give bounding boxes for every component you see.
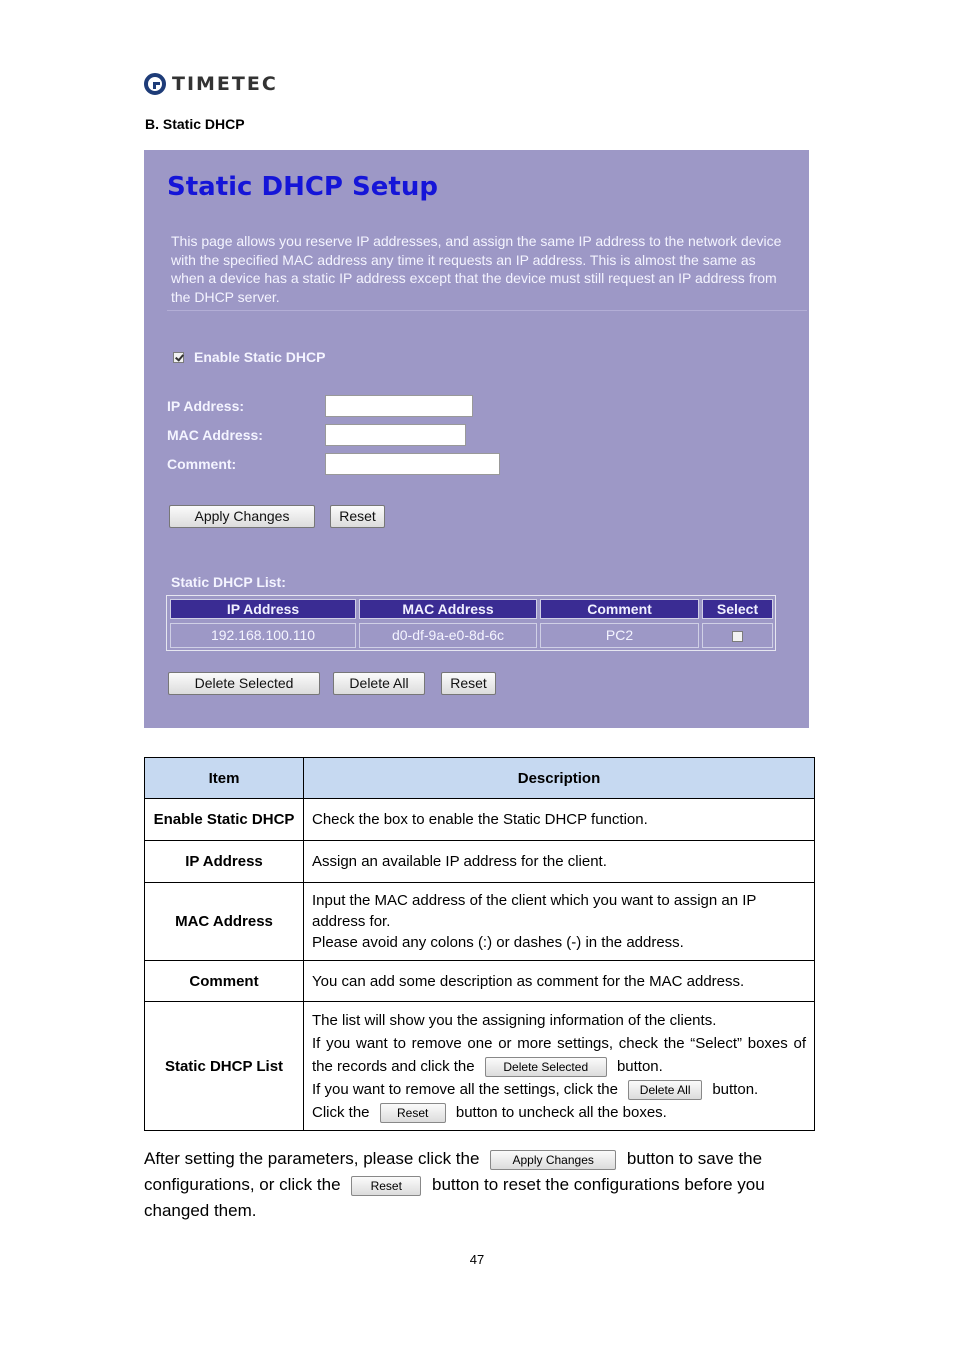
col-header-mac: MAC Address [359,599,537,619]
ip-address-input[interactable] [325,395,473,417]
reset-button[interactable]: Reset [330,505,385,528]
col-header-ip: IP Address [170,599,356,619]
item-cell: Enable Static DHCP [145,799,304,841]
row-select-checkbox[interactable] [732,631,743,642]
row-comment-cell: PC2 [540,623,699,648]
enable-static-dhcp-row [173,349,325,365]
item-cell: Static DHCP List [145,1002,304,1131]
list-reset-button[interactable]: Reset [441,672,496,695]
logo-text: TIMETEC [172,73,278,95]
description-text: If you want to remove all the settings, click the [312,1080,618,1098]
inline-reset-button: Reset [380,1103,446,1123]
description-text: button to uncheck all the boxes. [455,1103,667,1121]
header-description: Description [304,758,815,799]
col-header-comment: Comment [540,599,699,619]
row-ip-cell: 192.168.100.110 [170,623,356,648]
description-line: Input the MAC address of the client which you want to assign an IP address for. [312,892,757,930]
mac-address-label: MAC Address: [167,427,263,443]
closing-text: button to save the configurations, or click the [144,1149,763,1194]
closing-text: button to reset the configurations before you changed them. [144,1175,765,1220]
comment-input[interactable] [325,453,500,475]
description-text: button. [616,1057,663,1075]
apply-changes-button[interactable]: Apply Changes [169,505,315,528]
divider [167,310,807,311]
inline-reset-button: Reset [351,1176,421,1196]
panel-title: Static DHCP Setup [167,172,438,202]
comment-label: Comment: [167,456,237,472]
panel-description: This page allows you reserve IP addresses, and assign the same IP address to the network device with the specified MAC address any time it requests an IP address. This is almost the same as when a device has a static IP address except that the device must still request an IP address from the DHCP server. [171,233,782,305]
description-line: The list will show you the assigning information of the clients. [312,1011,717,1029]
static-dhcp-list-table [166,595,776,651]
table-row [145,961,815,1002]
static-dhcp-panel [144,150,809,728]
description-cell: You can add some description as comment for the MAC address. [304,961,815,1002]
closing-text: After setting the parameters, please click the [144,1149,480,1168]
description-line [312,1101,806,1124]
table-row [145,799,815,841]
col-header-select: Select [702,599,773,619]
item-cell: IP Address [145,841,304,883]
row-select-cell [702,623,773,648]
description-cell: Assign an available IP address for the client. [304,841,815,883]
inline-apply-changes-button: Apply Changes [490,1150,616,1170]
delete-all-button[interactable]: Delete All [333,672,425,695]
description-line [312,1032,806,1078]
enable-static-dhcp-checkbox[interactable] [173,352,184,363]
header-item: Item [145,758,304,799]
description-line: Please avoid any colons (:) or dashes (-) in the address. [312,934,684,951]
static-dhcp-list-label: Static DHCP List: [171,574,286,590]
mac-address-input[interactable] [325,424,466,446]
table-row [145,1002,815,1131]
table-header-row [145,758,815,799]
table-row [145,841,815,883]
inline-delete-selected-button: Delete Selected [485,1057,607,1077]
timetec-logo [144,68,278,100]
table-row [145,883,815,961]
description-text: Click the [312,1103,370,1121]
closing-paragraph [144,1146,804,1224]
delete-selected-button[interactable]: Delete Selected [168,672,320,695]
description-cell: Check the box to enable the Static DHCP function. [304,799,815,841]
description-cell [304,1002,815,1131]
item-cell: MAC Address [145,883,304,961]
row-mac-cell: d0-df-9a-e0-8d-6c [359,623,537,648]
enable-static-dhcp-label: Enable Static DHCP [194,349,326,365]
section-heading: B. Static DHCP [145,116,245,132]
page-number: 47 [469,1252,485,1267]
ip-address-label: IP Address: [167,398,245,414]
description-line [312,1078,806,1101]
description-text: button. [712,1080,759,1098]
logo-mark-icon [144,73,166,95]
inline-delete-all-button: Delete All [628,1080,702,1100]
description-cell [304,883,815,961]
description-text: If you want to remove one or more settings, check the “Select” boxes of the records and click the [312,1034,806,1075]
item-cell: Comment [145,961,304,1002]
description-table [144,757,815,1131]
